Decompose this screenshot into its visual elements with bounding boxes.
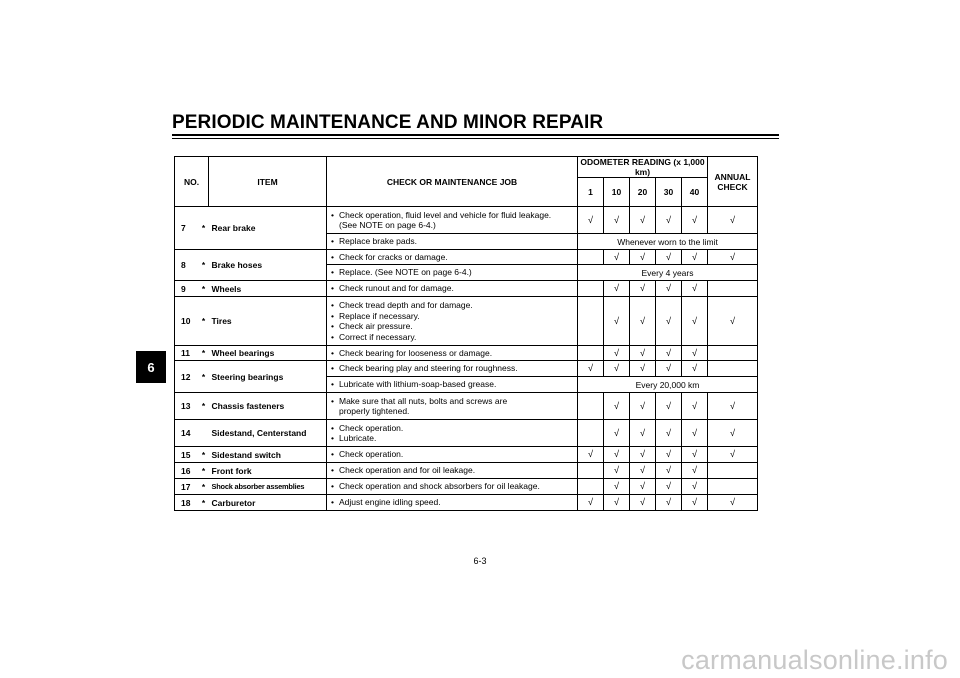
odometer-check-cell: √ [682, 281, 708, 297]
header-item: ITEM [209, 157, 327, 207]
row-number: 13 [175, 393, 199, 420]
table-row [175, 207, 758, 234]
header-odo-col: 40 [682, 178, 708, 207]
header-job: CHECK OR MAINTENANCE JOB [327, 157, 578, 207]
annual-check-cell: √ [708, 393, 758, 420]
item-name: Carburetor [209, 495, 327, 511]
table-row [175, 250, 758, 265]
star-mark: * [199, 281, 209, 297]
odometer-check-cell: √ [682, 495, 708, 511]
item-name: Front fork [209, 463, 327, 479]
odometer-check-cell: √ [578, 361, 604, 377]
job-line: • Check for cracks or damage. [331, 252, 577, 263]
title-rule-thin [172, 138, 779, 139]
odometer-check-cell: √ [604, 420, 630, 447]
item-name: Sidestand switch [209, 447, 327, 463]
item-name: Rear brake [209, 207, 327, 250]
odometer-check-cell: √ [682, 420, 708, 447]
odometer-check-cell: √ [656, 207, 682, 234]
odometer-check-cell: √ [656, 495, 682, 511]
odometer-check-cell: √ [656, 393, 682, 420]
odometer-check-cell: √ [630, 297, 656, 346]
odometer-check-cell: √ [656, 297, 682, 346]
odometer-check-cell: √ [682, 463, 708, 479]
job-cell [327, 479, 578, 495]
star-mark: * [199, 207, 209, 250]
odometer-check-cell [578, 297, 604, 346]
job-line: • Check tread depth and for damage. [331, 300, 577, 311]
odometer-check-cell: √ [578, 447, 604, 463]
odometer-check-cell: √ [656, 250, 682, 265]
annual-check-cell: √ [708, 495, 758, 511]
table-row [175, 346, 758, 361]
odometer-check-cell: √ [656, 281, 682, 297]
row-number: 8 [175, 250, 199, 281]
interval-note: Every 4 years [578, 265, 758, 281]
chapter-tab: 6 [136, 351, 166, 383]
odometer-check-cell: √ [656, 420, 682, 447]
odometer-check-cell [578, 281, 604, 297]
odometer-check-cell: √ [630, 207, 656, 234]
odometer-check-cell: √ [630, 495, 656, 511]
header-odo-col: 30 [656, 178, 682, 207]
odometer-check-cell: √ [656, 479, 682, 495]
item-name: Tires [209, 297, 327, 346]
odometer-check-cell: √ [630, 479, 656, 495]
header-no: NO. [175, 157, 209, 207]
star-mark: * [199, 361, 209, 393]
job-cell [327, 420, 578, 447]
odometer-check-cell: √ [604, 250, 630, 265]
odometer-check-cell: √ [630, 393, 656, 420]
odometer-check-cell: √ [630, 361, 656, 377]
odometer-check-cell: √ [656, 463, 682, 479]
odometer-check-cell: √ [630, 346, 656, 361]
job-line: • Replace brake pads. [331, 236, 577, 247]
header-annual-text: ANNUAL CHECK [714, 171, 751, 192]
table-row [175, 447, 758, 463]
job-cell [327, 297, 578, 346]
title-rule [172, 134, 779, 136]
odometer-check-cell: √ [682, 346, 708, 361]
row-number: 11 [175, 346, 199, 361]
annual-check-cell: √ [708, 207, 758, 234]
job-line: • Check operation and for oil leakage. [331, 465, 577, 476]
job-cell [327, 463, 578, 479]
star-mark: * [199, 346, 209, 361]
job-line: • Adjust engine idling speed. [331, 497, 577, 508]
table-row [175, 463, 758, 479]
page-title: PERIODIC MAINTENANCE AND MINOR REPAIR [172, 112, 604, 133]
job-cell [327, 361, 578, 377]
job-line: • Check bearing for looseness or damage. [331, 348, 577, 359]
table-row [175, 495, 758, 511]
job-line: • Replace if necessary. [331, 311, 577, 322]
odometer-check-cell [578, 420, 604, 447]
odometer-check-cell: √ [604, 361, 630, 377]
job-line: • Check operation, fluid level and vehicle for fluid leakage. [331, 210, 577, 221]
watermark: carmanualsonline.info [681, 645, 948, 675]
job-line: • Check operation. [331, 423, 577, 434]
item-name: Steering bearings [209, 361, 327, 393]
odometer-check-cell: √ [682, 361, 708, 377]
job-line: • Lubricate with lithium-soap-based grease. [331, 379, 577, 390]
header-odo-col: 1 [578, 178, 604, 207]
table-body [175, 207, 758, 511]
job-line: • Check runout and for damage. [331, 283, 577, 294]
row-number: 17 [175, 479, 199, 495]
row-number: 7 [175, 207, 199, 250]
annual-check-cell [708, 463, 758, 479]
job-line: • Check air pressure. [331, 321, 577, 332]
job-line: properly tightened. [339, 406, 410, 416]
table-row [175, 479, 758, 495]
job-cell [327, 393, 578, 420]
header-annual [708, 157, 758, 207]
star-mark: * [199, 479, 209, 495]
odometer-check-cell: √ [630, 250, 656, 265]
job-line: • Correct if necessary. [331, 332, 577, 343]
star-mark: * [199, 297, 209, 346]
row-number: 9 [175, 281, 199, 297]
star-mark: * [199, 447, 209, 463]
annual-check-cell [708, 346, 758, 361]
job-cell [327, 377, 578, 393]
job-cell [327, 281, 578, 297]
job-cell [327, 250, 578, 265]
interval-note: Whenever worn to the limit [578, 234, 758, 250]
job-cell [327, 447, 578, 463]
job-line: • Check operation. [331, 449, 577, 460]
job-line: • Replace. (See NOTE on page 6-4.) [331, 267, 577, 278]
odometer-check-cell: √ [682, 297, 708, 346]
annual-check-cell: √ [708, 297, 758, 346]
odometer-check-cell: √ [630, 463, 656, 479]
item-name: Shock absorber assemblies [209, 479, 327, 495]
row-number: 16 [175, 463, 199, 479]
annual-check-cell: √ [708, 447, 758, 463]
star-mark: * [199, 393, 209, 420]
annual-check-cell [708, 281, 758, 297]
odometer-check-cell: √ [630, 281, 656, 297]
item-name: Brake hoses [209, 250, 327, 281]
odometer-check-cell: √ [604, 297, 630, 346]
odometer-check-cell: √ [578, 495, 604, 511]
odometer-check-cell: √ [682, 447, 708, 463]
annual-check-cell [708, 361, 758, 377]
header-odo-col: 10 [604, 178, 630, 207]
item-name: Wheels [209, 281, 327, 297]
table-row [175, 361, 758, 377]
header-odo-col: 20 [630, 178, 656, 207]
job-cell [327, 207, 578, 234]
row-number: 15 [175, 447, 199, 463]
job-line: (See NOTE on page 6-4.) [339, 220, 436, 230]
star-mark: * [199, 463, 209, 479]
job-cell [327, 346, 578, 361]
table-row [175, 297, 758, 346]
odometer-check-cell: √ [656, 346, 682, 361]
table-row [175, 420, 758, 447]
star-mark: * [199, 495, 209, 511]
table-row [175, 281, 758, 297]
odometer-check-cell: √ [604, 281, 630, 297]
odometer-check-cell: √ [682, 207, 708, 234]
odometer-check-cell: √ [682, 393, 708, 420]
row-number: 10 [175, 297, 199, 346]
job-line: • Make sure that all nuts, bolts and screws are [331, 396, 577, 407]
odometer-check-cell [578, 463, 604, 479]
job-cell [327, 495, 578, 511]
item-name: Chassis fasteners [209, 393, 327, 420]
odometer-check-cell: √ [656, 361, 682, 377]
odometer-check-cell [578, 346, 604, 361]
odometer-check-cell [578, 393, 604, 420]
page-number: 6-3 [473, 556, 487, 566]
odometer-check-cell: √ [604, 393, 630, 420]
interval-note: Every 20,000 km [578, 377, 758, 393]
table-row [175, 393, 758, 420]
row-number: 14 [175, 420, 199, 447]
odometer-check-cell: √ [604, 479, 630, 495]
annual-check-cell [708, 479, 758, 495]
odometer-check-cell: √ [682, 250, 708, 265]
odometer-check-cell: √ [630, 447, 656, 463]
odometer-check-cell: √ [604, 207, 630, 234]
annual-check-cell: √ [708, 420, 758, 447]
star-mark [199, 420, 209, 447]
odometer-check-cell: √ [630, 420, 656, 447]
odometer-check-cell: √ [604, 463, 630, 479]
job-line: • Check operation and shock absorbers for oil leakage. [331, 481, 577, 492]
job-line: • Lubricate. [331, 433, 577, 444]
item-name: Sidestand, Centerstand [209, 420, 327, 447]
star-mark: * [199, 250, 209, 281]
annual-check-cell: √ [708, 250, 758, 265]
odometer-check-cell: √ [656, 447, 682, 463]
job-line: • Check bearing play and steering for roughness. [331, 363, 577, 374]
item-name: Wheel bearings [209, 346, 327, 361]
job-cell [327, 234, 578, 250]
odometer-check-cell [578, 479, 604, 495]
odometer-check-cell: √ [604, 447, 630, 463]
job-cell [327, 265, 578, 281]
odometer-check-cell: √ [604, 346, 630, 361]
header-odometer: ODOMETER READING (x 1,000 km) [578, 157, 708, 178]
odometer-check-cell: √ [604, 495, 630, 511]
row-number: 18 [175, 495, 199, 511]
odometer-check-cell [578, 250, 604, 265]
maintenance-table [174, 156, 758, 511]
odometer-check-cell: √ [578, 207, 604, 234]
odometer-check-cell: √ [682, 479, 708, 495]
row-number: 12 [175, 361, 199, 393]
